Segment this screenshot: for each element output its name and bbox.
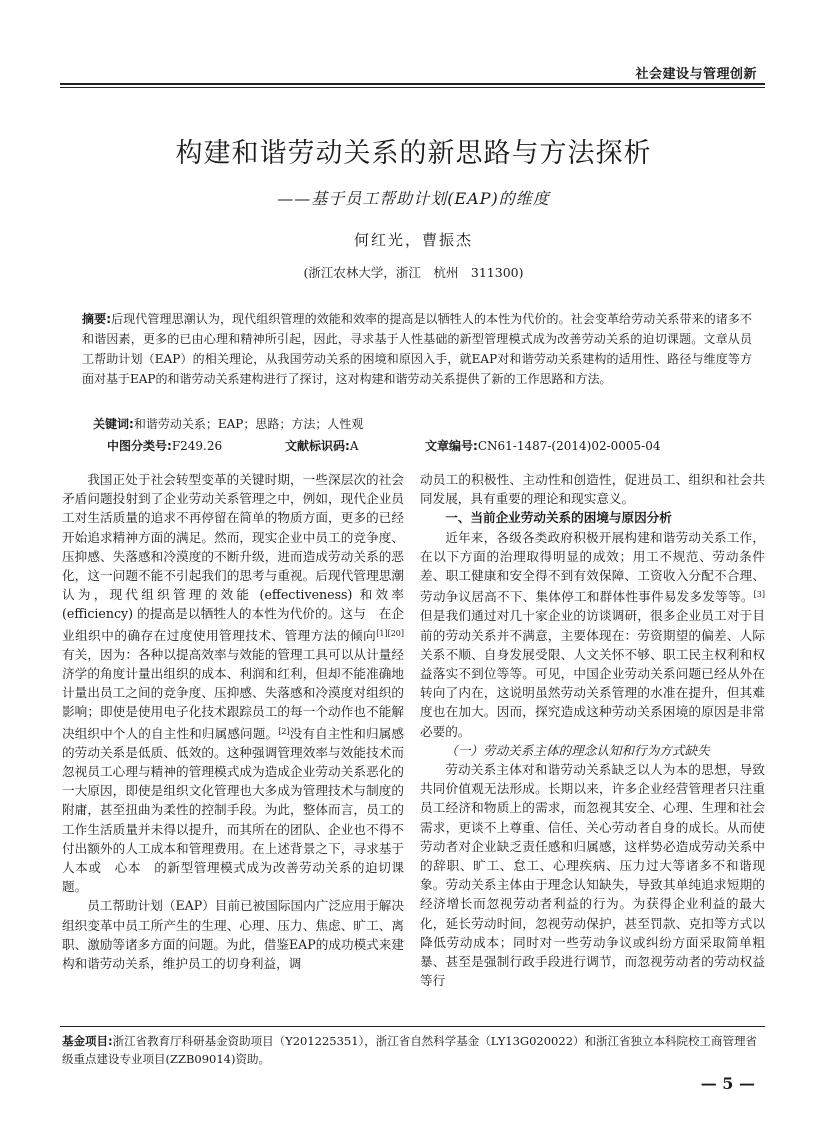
body-column-right bbox=[420, 470, 765, 990]
keywords-label: 关键词: bbox=[93, 417, 134, 431]
abstract-label: 摘要: bbox=[82, 312, 111, 326]
body-paragraph: 劳动关系主体对和谐劳动关系缺乏以人为本的思想，导致共同价值观无法形成。长期以来，许多企业经营管理者只注重员工经济和物质上的需求，而忽视其安全、心理、生理和社会需求，更谈不上尊重、信任、关心劳动者自身的成长。从而使劳动者对企业缺乏责任感和归属感，这样势必造成劳动关系中的辞职、旷工、怠工、心理疾病、压力过大等诸多不和谐现象。劳动关系主体由于理念认知缺失，导致其单纯追求短期的经济增长而忽视劳动者利益的行为。为获得企业利益的最大化，延长劳动时间，忽视劳动保护，甚至罚款、克扣等方式以降低劳动成本；同时对一些劳动争议或纠纷方面采取简单粗暴、甚至是强制行政手段进行调节，而忽视劳动者的劳动权益等行 bbox=[420, 762, 765, 989]
header-rule-top bbox=[60, 83, 765, 85]
article-authors: 何红光，曹振杰 bbox=[353, 231, 473, 249]
body-paragraph-continued: 动员工的积极性、主动性和创造性，促进员工、组织和社会共同发展，具有重要的理论和现实意义。 bbox=[420, 472, 765, 507]
keywords-text: 和谐劳动关系；EAP；思路；方法；人性观 bbox=[133, 417, 364, 431]
abstract bbox=[82, 309, 752, 389]
article-subtitle: ——基于员工帮助计划(EAP)的维度 bbox=[277, 189, 550, 208]
body-text: 没有自主性和归属感的劳动关系是低质、低效的。这种强调管理效率与效能技术而忽视员工心理与精神的管理模式成为造成企业劳动关系恶化的一大原因，即使是组织文化管理也大多成为管理技术与制度的附庸，甚至扭曲为柔性的控制手段。为此，整体而言，员工的工作生活质量并未得以提升，而其所在的团队、企业也不得不付出额外的人工成本和管理费用。在上述背景之下，寻求基于人本或 心本 的新型管理模式成为改善劳动关系的迫切课题。 bbox=[62, 725, 405, 895]
keywords bbox=[93, 415, 363, 432]
body-paragraph: 员工帮助计划（EAP）目前已被国际国内广泛应用于解决组织变革中员工所产生的生理、心理、压力、焦虑、旷工、离职、激励等诸多方面的问题。为此，借鉴EAP的成功模式来建构和谐劳动关系，维护员工的切身利益，调 bbox=[62, 898, 404, 972]
classification-row bbox=[0, 437, 827, 455]
body-paragraph bbox=[62, 470, 404, 896]
body-column-left bbox=[62, 470, 404, 973]
funding-footnote bbox=[62, 1032, 767, 1068]
page-number: — 5 — bbox=[700, 1074, 755, 1093]
clc-number bbox=[107, 437, 222, 454]
article-number bbox=[425, 437, 661, 454]
body-text: 我国正处于社会转型变革的关键时期，一些深层次的社会矛盾问题投射到了企业劳动关系管理之中，例如，现代企业员工对生活质量的追求不再停留在简单的物质方面，更多的已经开始追求精神方面的满足。然而，现实企业中员工的竞争度、压抑感、失落感和冷漠度的不断升级，进而造成劳动关系的恶化，这一问题不能不引起我们的思考与重视。后现代管理思潮认为，现代组织管理的效能 (effectiveness) 和效率 (efficiency) 的提高是以牺牲人的本性为代价的。这与 在企业组织中的确存在过度使用管理技术、管理方法的倾向 bbox=[62, 472, 404, 643]
citation: [1][20] bbox=[376, 628, 404, 638]
doc-value: A bbox=[349, 439, 359, 453]
journal-section-header: 社会建设与管理创新 bbox=[635, 67, 757, 82]
clc-value: F249.26 bbox=[171, 439, 223, 453]
header-rule-bottom bbox=[60, 87, 765, 88]
body-text: 近年来，各级各类政府积极开展构建和谐劳动关系工作，在以下方面的治理取得明显的成效；用工不规范、劳动条件差、职工健康和安全得不到有效保障、工资收入分配不合理、劳动争议居高不下、集体停工和群体性事件易发多发等等。 bbox=[420, 529, 765, 605]
clc-label: 中图分类号: bbox=[107, 439, 172, 453]
abstract-text: 后现代管理思潮认为，现代组织管理的效能和效率的提高是以牺牲人的本性为代价的。社会变革给劳动关系带来的诸多不和谐因素，更多的已由心理和精神所引起，因此，寻求基于人性基础的新型管理模式成为改善劳动关系的迫切课题。文章从员工帮助计划（EAP）的相关理论，从我国劳动关系的困境和原因入手，就EAP对和谐劳动关系建构的适用性、路径与维度等方面对基于EAP的和谐劳动关系建构进行了探讨，这对构建和谐劳动关系提供了新的工作思路和方法。 bbox=[82, 312, 752, 386]
document-code bbox=[285, 437, 358, 454]
body-text: 但是我们通过对几十家企业的访谈调研，很多企业员工对于目前的劳动关系并不满意，主要体现在：劳资期望的偏差、人际关系不顺、自身发展受限、人文关怀不够、职工民主权利和权益落实不到位等等。可见，中国企业劳动关系问题已经从外在转向了内在，这说明虽然劳动关系管理的水准在提升，但其难度也在加大。因而，探究造成这种劳动关系困境的原因是非常必要的。 bbox=[420, 608, 765, 739]
article-value: CN61-1487-(2014)02-0005-04 bbox=[477, 439, 661, 453]
article-label: 文章编号: bbox=[425, 439, 478, 453]
author-affiliation: (浙江农林大学，浙江 杭州 311300) bbox=[303, 265, 524, 280]
body-paragraph bbox=[420, 528, 765, 741]
doc-label: 文献标识码: bbox=[285, 439, 350, 453]
section-heading: 一、当前企业劳动关系的困境与原因分析 bbox=[445, 510, 672, 526]
subsection-heading: （一）劳动关系主体的理念认知和行为方式缺失 bbox=[445, 742, 710, 758]
footnote-label: 基金项目: bbox=[62, 1034, 113, 1048]
citation: [3] bbox=[753, 590, 765, 600]
body-text: 有关，因为：各种以提高效率与效能的管理工具可以从计量经济学的角度计量出组织的成本、利润和红利，但却不能准确地计量出员工之间的竞争度、压抑感、失落感和冷漠度对组织的影响；即使是使用电子化技术跟踪员工的每一个动作也不能解决组织中个人的自主性和归属感问题。 bbox=[62, 646, 404, 741]
footnote-text: 浙江省教育厅科研基金资助项目（Y201225351），浙江省自然科学基金（LY13G020022）和浙江省独立本科院校工商管理省级重点建设专业项目(ZZB09014)资助。 bbox=[62, 1034, 758, 1066]
article-title: 构建和谐劳动关系的新思路与方法探析 bbox=[175, 138, 652, 169]
footnote-rule bbox=[60, 1026, 765, 1027]
citation: [2] bbox=[278, 726, 290, 736]
